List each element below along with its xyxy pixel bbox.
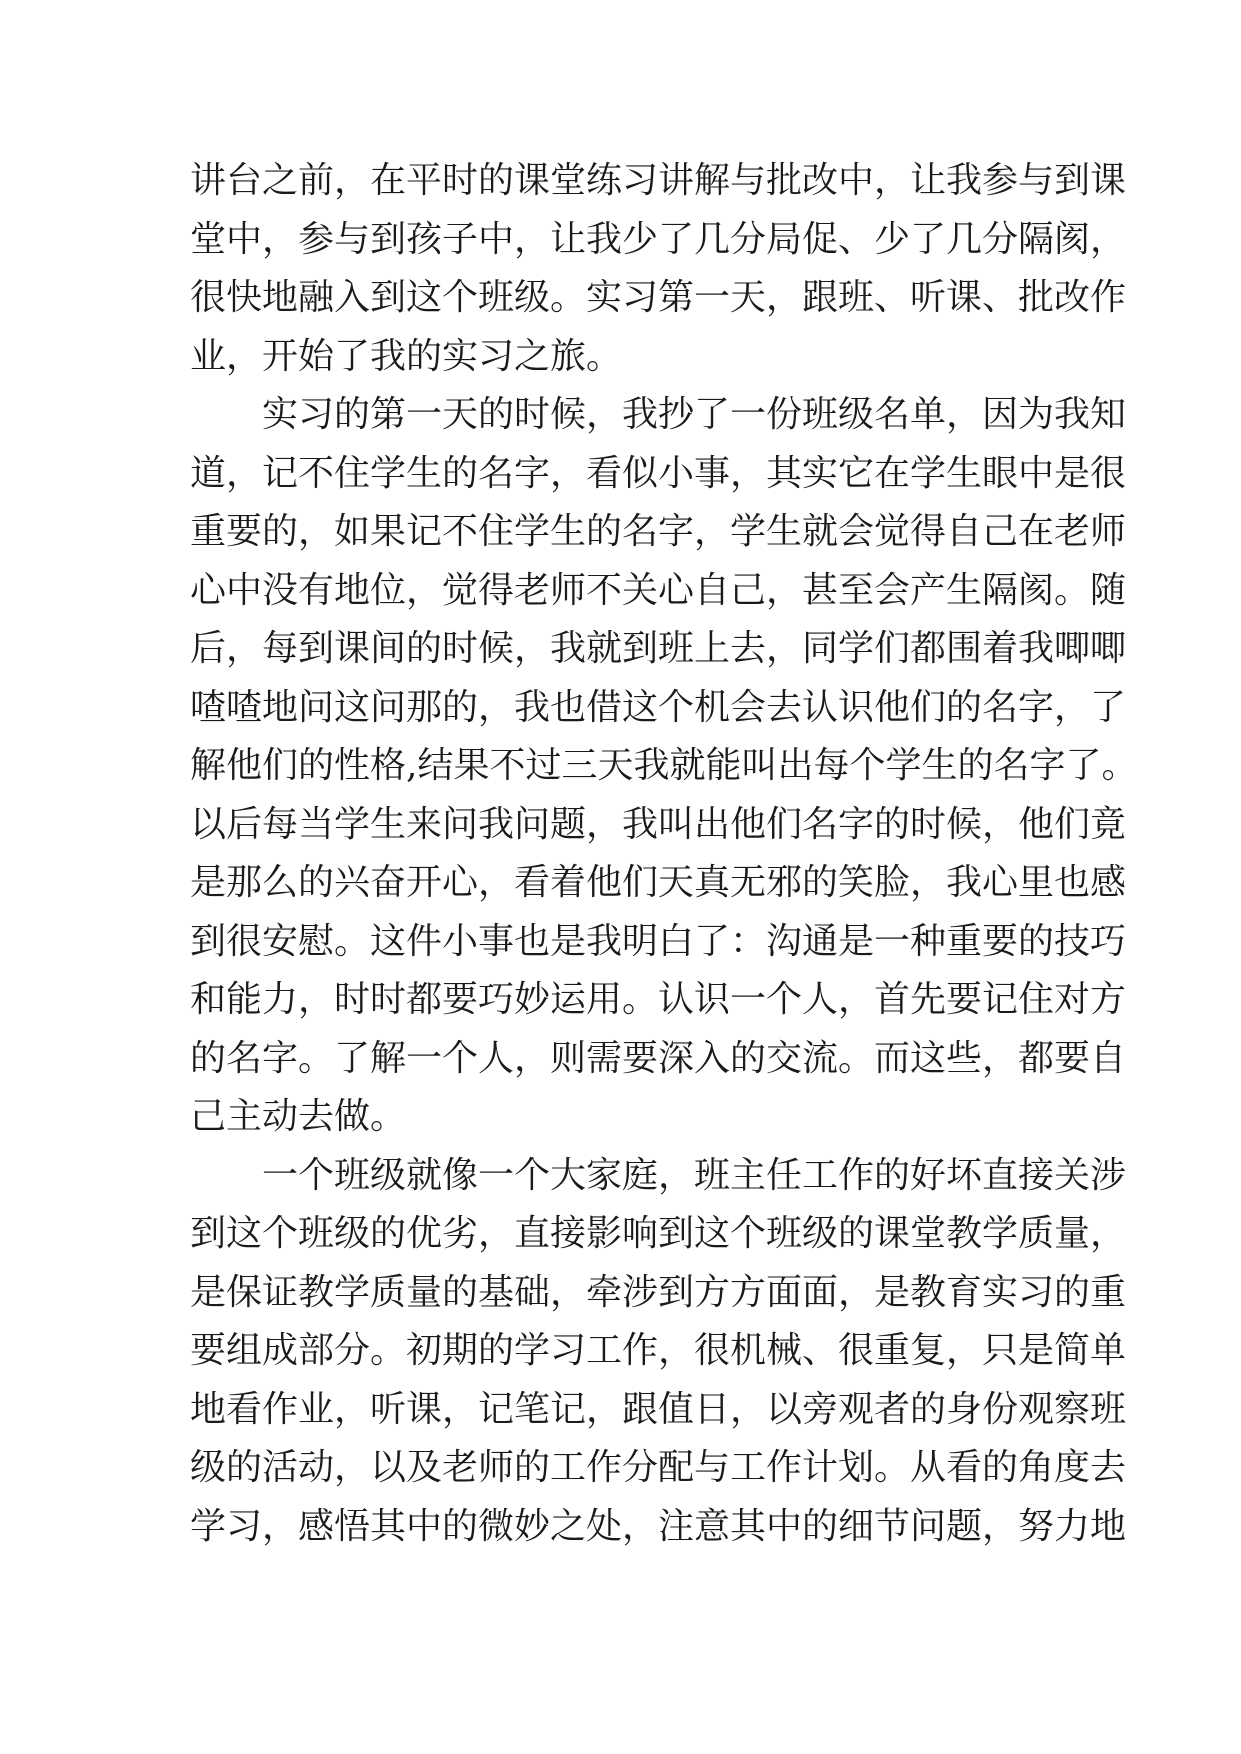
text-line: 到很安慰。这件小事也是我明白了：沟通是一种重要的技巧 [190, 920, 1127, 962]
text-line: 级的活动，以及老师的工作分配与工作计划。从看的角度去 [190, 1447, 1127, 1488]
text-line: 是那么的兴奋开心，看着他们天真无邪的笑脸，我心里也感 [190, 862, 1127, 903]
body-text [190, 152, 1138, 1556]
text-line: 和能力，时时都要巧妙运用。认识一个人，首先要记住对方 [190, 979, 1127, 1020]
text-line: 喳喳地问这问那的，我也借这个机会去认识他们的名字，了 [190, 686, 1127, 728]
text-line: 要组成部分。初期的学习工作，很机械、很重复，只是简单 [190, 1330, 1127, 1371]
text-line: 以后每当学生来问我问题，我叫出他们名字的时候，他们竟 [190, 803, 1127, 845]
text-line: 道，记不住学生的名字，看似小事，其实它在学生眼中是很 [190, 452, 1127, 494]
text-line: 重要的，如果记不住学生的名字，学生就会觉得自己在老师 [190, 511, 1127, 552]
text-line: 解他们的性格,结果不过三天我就能叫出每个学生的名字了。 [190, 745, 1138, 786]
text-line: 是保证教学质量的基础，牵涉到方方面面，是教育实习的重 [190, 1271, 1127, 1313]
text-line: 地看作业，听课，记笔记，跟值日，以旁观者的身份观察班 [190, 1388, 1127, 1430]
text-line: 堂中，参与到孩子中，让我少了几分局促、少了几分隔阂， [190, 218, 1127, 260]
text-line: 讲台之前，在平时的课堂练习讲解与批改中，让我参与到课 [190, 160, 1127, 201]
text-line: 业，开始了我的实习之旅。 [190, 335, 623, 377]
text-line: 的名字。了解一个人，则需要深入的交流。而这些，都要自 [190, 1037, 1127, 1079]
text-line: 到这个班级的优劣，直接影响到这个班级的课堂教学质量， [190, 1213, 1127, 1254]
paragraph-first-line: 一个班级就像一个大家庭，班主任工作的好坏直接关涉 [262, 1154, 1127, 1196]
text-line: 很快地融入到这个班级。实习第一天，跟班、听课、批改作 [190, 277, 1127, 318]
text-line: 学习，感悟其中的微妙之处，注意其中的细节问题，努力地 [190, 1505, 1127, 1547]
text-line: 后，每到课间的时候，我就到班上去，同学们都围着我唧唧 [190, 628, 1127, 669]
paragraph-first-line: 实习的第一天的时候，我抄了一份班级名单，因为我知 [262, 394, 1127, 435]
text-line: 心中没有地位，觉得老师不关心自己，甚至会产生隔阂。随 [190, 569, 1127, 611]
text-line: 己主动去做。 [190, 1096, 407, 1137]
